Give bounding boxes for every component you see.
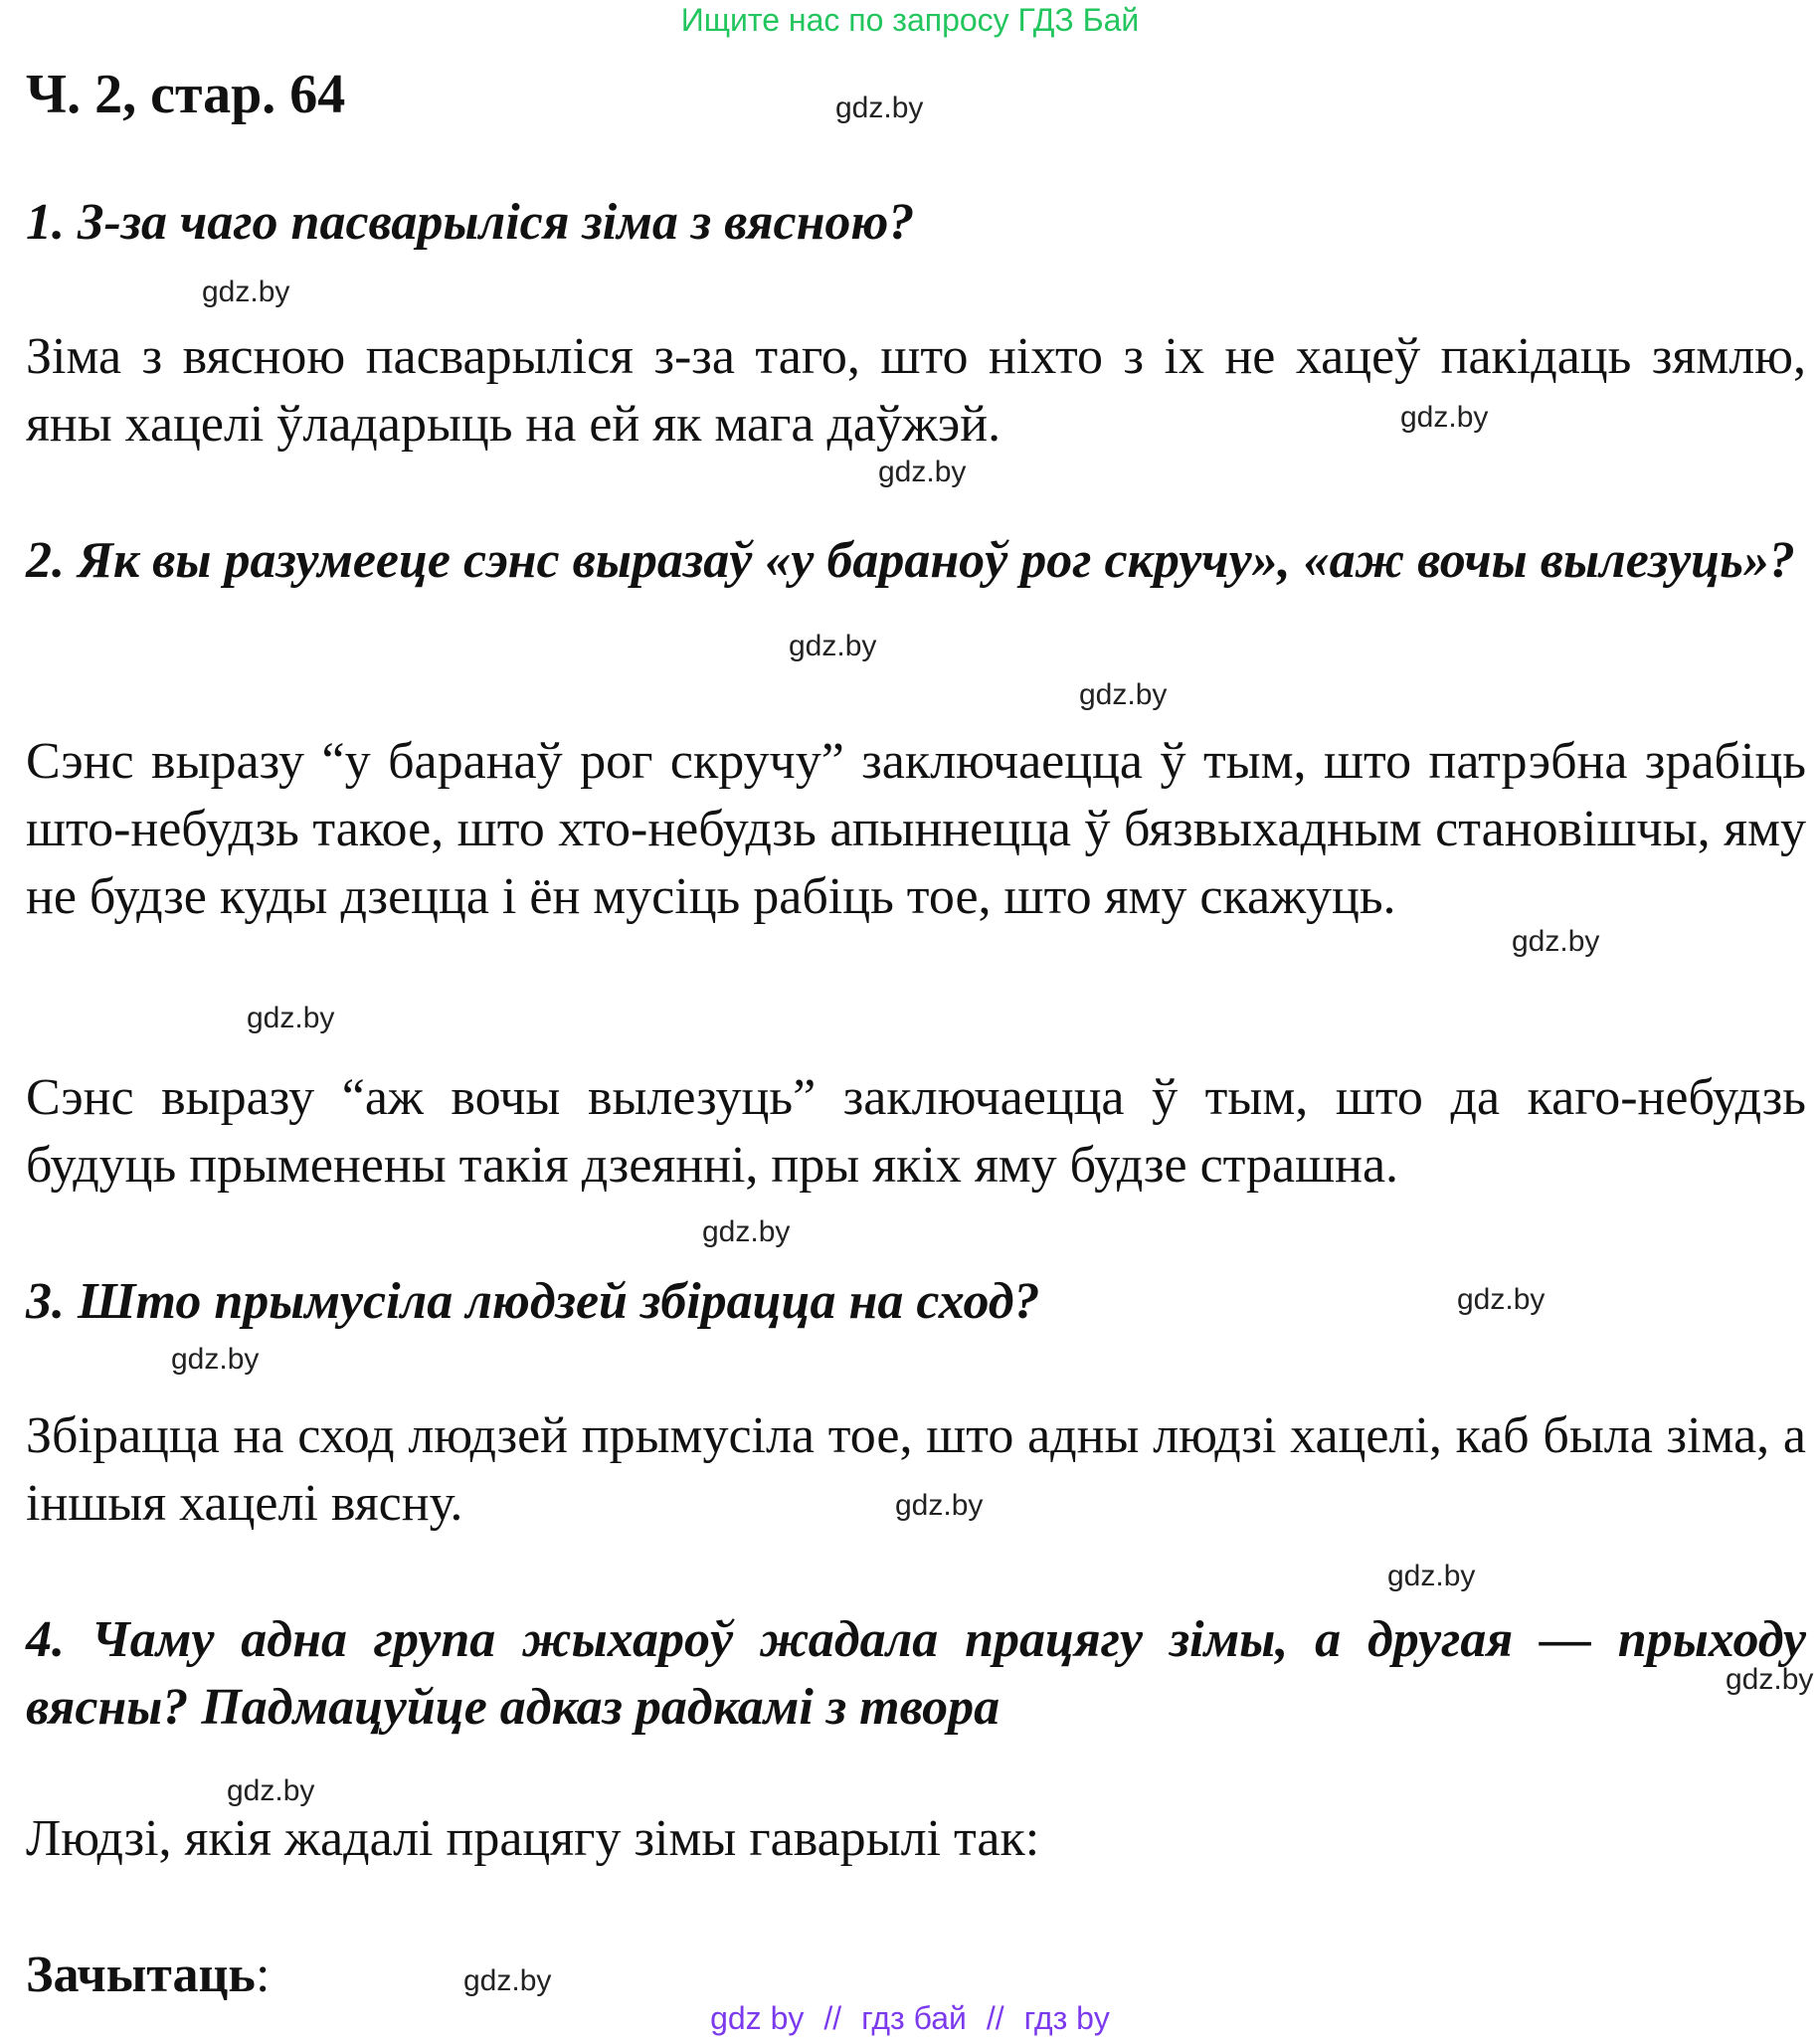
watermark: gdz.by xyxy=(1400,401,1489,434)
question-4: 4. Чаму адна група жыхароў жадала працягу зімы, а другая — прыходу вясны? Падмацуйце адказ радкамі з твора xyxy=(26,1611,1806,1736)
read-label-colon: : xyxy=(255,1947,271,2003)
footer-link-gdz-by-cyr[interactable]: гдз by xyxy=(1023,2000,1110,2036)
watermark: gdz.by xyxy=(1079,678,1168,711)
answer-1: Зіма з вясною пасварыліся з-за таго, што ніхто з іх не хацеў пакідаць зямлю, яны хацелі ўладарыць на ей як мага даўжэй. xyxy=(26,328,1806,453)
footer-link-gdz-by[interactable]: gdz by xyxy=(710,2000,805,2036)
question-2: 2. Як вы разумееце сэнс выразаў «у бараноў рог скручу», «аж вочы вылезуць»? xyxy=(26,532,1795,589)
question-1: 1. З-за чаго пасварыліся зіма з вясною? xyxy=(26,194,915,251)
watermark: gdz.by xyxy=(463,1964,552,1997)
watermark: gdz.by xyxy=(835,92,924,124)
watermark: gdz.by xyxy=(247,1002,335,1034)
footer-links xyxy=(0,1996,1820,2040)
answer-2a: Сэнс выразу “у баранаў рог скручу” заключаецца ў тым, што патрэбна зрабіць што-небудзь такое, што хто-небудзь апыннецца ў бязвыхадным становішчы, яму не будзе куды дзецца і ён мусіць рабіць тое, што яму скажуць. xyxy=(26,733,1806,925)
watermark: gdz.by xyxy=(895,1489,984,1522)
question-3: 3. Што прымусіла людзей збірацца на сход? xyxy=(26,1273,1040,1330)
watermark: gdz.by xyxy=(1726,1663,1814,1696)
watermark: gdz.by xyxy=(1387,1560,1476,1592)
footer-separator: // xyxy=(823,2000,842,2036)
answer-3: Збірацца на сход людзей прымусіла тое, што адны людзі хацелі, каб была зіма, а іншыя хацелі вясну. xyxy=(26,1407,1806,1532)
read-label-text: Зачытаць xyxy=(26,1947,256,2003)
answer-2b: Сэнс выразу “аж вочы вылезуць” заключаецца ў тым, што да каго-небудзь будуць прыменены такія дзеянні, пры якіх яму будзе страшна. xyxy=(26,1069,1806,1194)
answer-4: Людзі, якія жадалі працягу зімы гаварылі так: xyxy=(26,1810,1040,1867)
footer-link-gdz-bai[interactable]: гдз бай xyxy=(861,2000,967,2036)
watermark: gdz.by xyxy=(702,1215,791,1248)
watermark: gdz.by xyxy=(1512,925,1600,958)
watermark: gdz.by xyxy=(1457,1283,1546,1316)
watermark: gdz.by xyxy=(202,276,290,308)
watermark: gdz.by xyxy=(878,456,967,488)
top-banner: Ищите нас по запросу ГДЗ Бай xyxy=(680,2,1140,38)
footer-separator: // xyxy=(986,2000,1004,2036)
watermark: gdz.by xyxy=(227,1774,315,1807)
watermark: gdz.by xyxy=(171,1343,260,1376)
watermark: gdz.by xyxy=(789,630,877,662)
page-title: Ч. 2, стар. 64 xyxy=(26,64,346,125)
